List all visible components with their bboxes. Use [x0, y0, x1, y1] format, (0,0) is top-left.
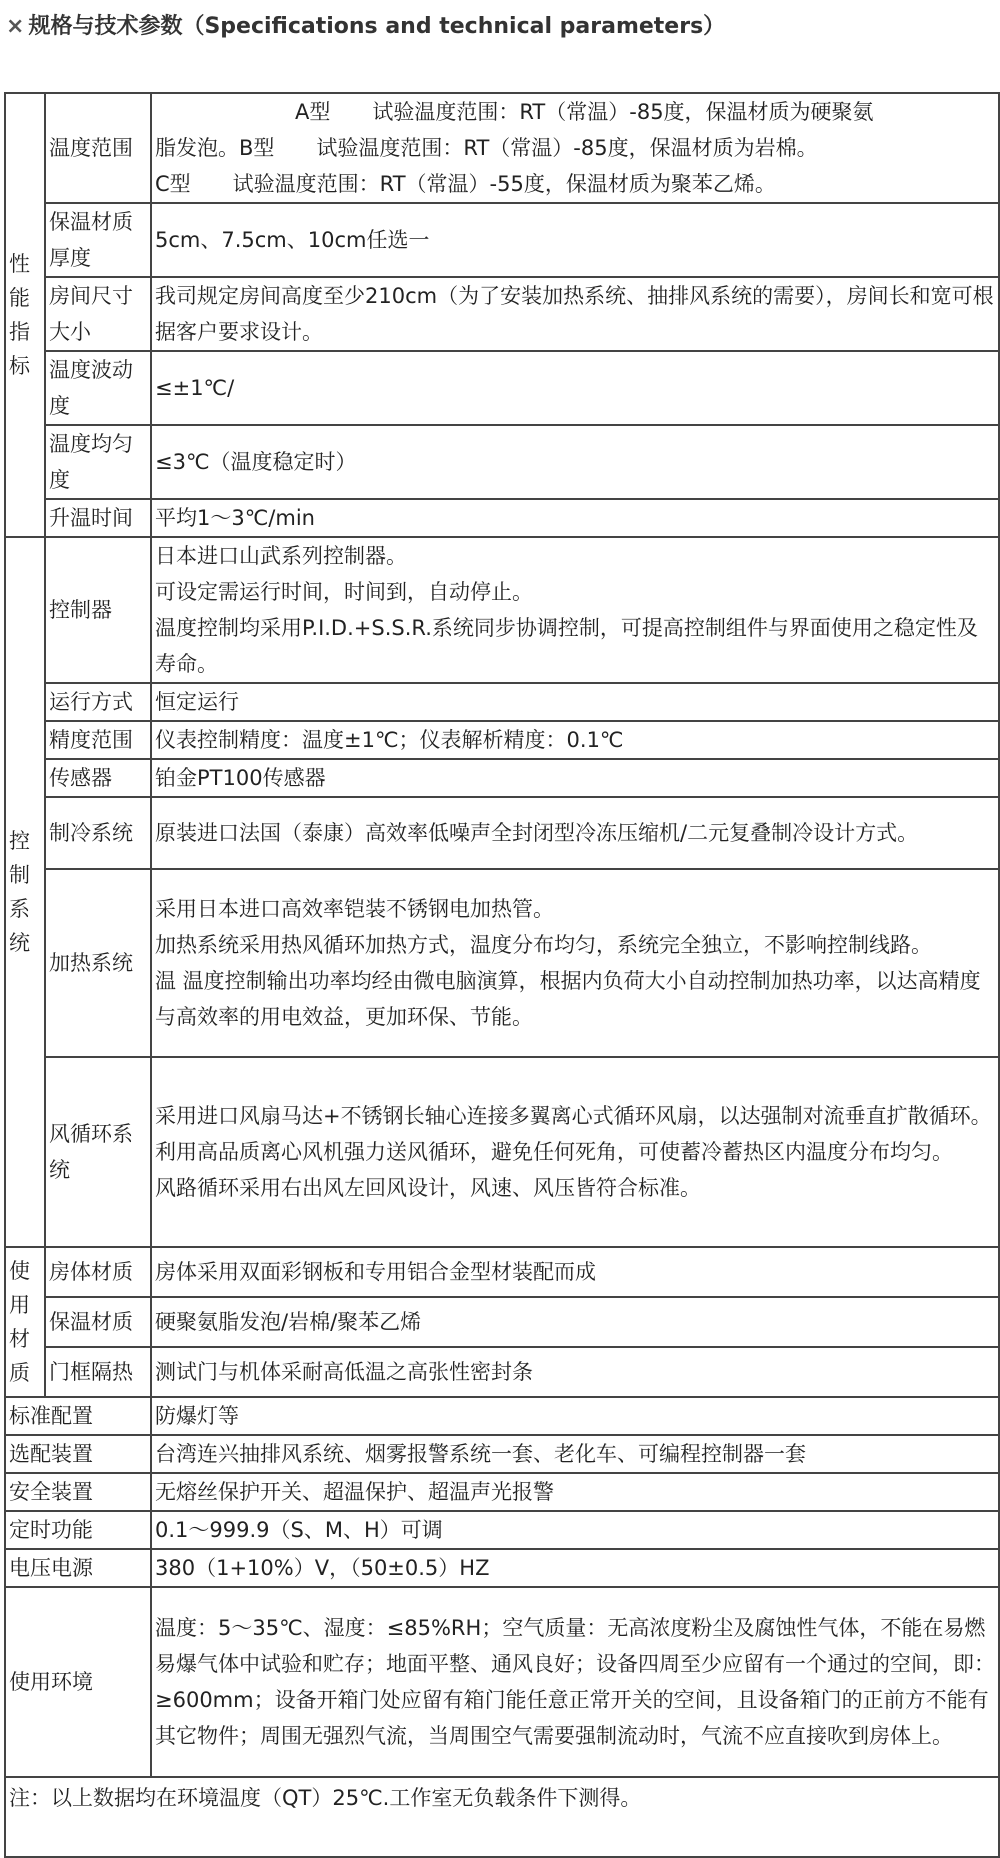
row-value: 380（1+10%）V，（50±0.5）HZ — [151, 1549, 999, 1587]
value-line: 可设定需运行时间，时间到，自动停止。 — [155, 580, 533, 604]
row-label: 加热系统 — [45, 869, 151, 1057]
table-row — [5, 425, 999, 499]
group-label-material — [5, 1247, 45, 1397]
row-value — [151, 1057, 999, 1247]
table-row — [5, 1297, 999, 1347]
table-row — [5, 203, 999, 277]
row-value: ≤±1℃/ — [151, 351, 999, 425]
group-label-control — [5, 537, 45, 1247]
group-char: 制 — [9, 863, 30, 887]
row-value: 台湾连兴抽排风系统、烟雾报警系统一套、老化车、可编程控制器一套 — [151, 1435, 999, 1473]
group-char: 材 — [9, 1327, 30, 1351]
row-value — [151, 869, 999, 1057]
row-value: 原装进口法国（泰康）高效率低噪声全封闭型冷冻压缩机/二元复叠制冷设计方式。 — [151, 797, 999, 869]
table-row — [5, 683, 999, 721]
table-row — [5, 1587, 999, 1777]
row-label: 升温时间 — [45, 499, 151, 537]
value-line: 温 温度控制输出功率均经由微电脑演算，根据内负荷大小自动控制加热功率，以达高精度与高效率的用电效益，更加环保、节能。 — [155, 969, 981, 1029]
row-label: 精度范围 — [45, 721, 151, 759]
value-line: 利用高品质离心风机强力送风循环，避免任何死角，可使蓄冷蓄热区内温度分布均匀。 — [155, 1140, 953, 1164]
value-line: 温度控制均采用P.I.D.+S.S.R.系统同步协调控制，可提高控制组件与界面使用之稳定性及寿命。 — [155, 616, 978, 676]
row-label: 温度波动度 — [45, 351, 151, 425]
row-value: 0.1～999.9（S、M、H）可调 — [151, 1511, 999, 1549]
table-row — [5, 1347, 999, 1397]
row-label: 温度范围 — [45, 93, 151, 203]
table-row — [5, 1473, 999, 1511]
group-char: 用 — [9, 1293, 30, 1317]
row-label: 温度均匀度 — [45, 425, 151, 499]
group-char: 指 — [9, 320, 30, 344]
row-value — [151, 93, 999, 203]
row-value: 我司规定房间高度至少210cm（为了安装加热系统、抽排风系统的需要），房间长和宽可根据客户要求设计。 — [151, 277, 999, 351]
row-value — [151, 537, 999, 683]
row-label: 房体材质 — [45, 1247, 151, 1297]
table-row — [5, 1247, 999, 1297]
row-label: 制冷系统 — [45, 797, 151, 869]
value-line: 采用进口风扇马达+不锈钢长轴心连接多翼离心式循环风扇，以达强制对流垂直扩散循环。 — [155, 1104, 992, 1128]
group-label-performance — [5, 93, 45, 537]
value-line: A型 试验温度范围：RT（常温）-85度，保温材质为硬聚氨 — [295, 100, 874, 124]
row-value: 测试门与机体采耐高低温之高张性密封条 — [151, 1347, 999, 1397]
row-label: 风循环系统 — [45, 1057, 151, 1247]
group-char: 标 — [9, 354, 30, 378]
row-value: 无熔丝保护开关、超温保护、超温声光报警 — [151, 1473, 999, 1511]
table-row — [5, 1397, 999, 1435]
row-value: 5cm、7.5cm、10cm任选一 — [151, 203, 999, 277]
group-char: 控 — [9, 829, 30, 853]
table-row — [5, 1777, 999, 1857]
table-row — [5, 277, 999, 351]
row-label: 房间尺寸大小 — [45, 277, 151, 351]
table-row — [5, 759, 999, 797]
table-row — [5, 721, 999, 759]
row-value: ≤3℃（温度稳定时） — [151, 425, 999, 499]
row-label: 运行方式 — [45, 683, 151, 721]
table-row — [5, 1549, 999, 1587]
spec-table — [4, 92, 1000, 1858]
group-char: 统 — [9, 931, 30, 955]
table-row — [5, 499, 999, 537]
table-row — [5, 1057, 999, 1247]
table-row — [5, 351, 999, 425]
group-char: 性 — [9, 252, 30, 276]
row-value: 平均1～3℃/min — [151, 499, 999, 537]
row-value: 恒定运行 — [151, 683, 999, 721]
row-label: 电压电源 — [5, 1549, 151, 1587]
group-char: 系 — [9, 897, 30, 921]
heading-text: 规格与技术参数（Specifications and technical parameters） — [28, 14, 726, 39]
table-row — [5, 1511, 999, 1549]
table-row — [5, 93, 999, 203]
table-row — [5, 869, 999, 1057]
table-row — [5, 797, 999, 869]
row-value: 房体采用双面彩钢板和专用铝合金型材装配而成 — [151, 1247, 999, 1297]
group-char: 使 — [9, 1259, 30, 1283]
row-value: 温度：5～35℃、湿度：≤85%RH；空气质量：无高浓度粉尘及腐蚀性气体，不能在易燃易爆气体中试验和贮存；地面平整、通风良好；设备四周至少应留有一个通过的空间，即：≥600mm；设备开箱门处应留有箱门能任意正常开关的空间，且设备箱门的正前方不能有其它物件；周围无强烈气流，当周围空气需要强制流动时，气流不应直接吹到房体上。 — [151, 1587, 999, 1777]
row-label: 门框隔热 — [45, 1347, 151, 1397]
row-value: 仪表控制精度：温度±1℃；仪表解析精度：0.1℃ — [151, 721, 999, 759]
bullet-mark: × — [6, 14, 25, 39]
group-char: 质 — [9, 1361, 30, 1385]
table-row — [5, 537, 999, 683]
value-line: C型 试验温度范围：RT（常温）-55度，保温材质为聚苯乙烯。 — [155, 172, 776, 196]
value-line: 采用日本进口高效率铠装不锈钢电加热管。 — [155, 897, 554, 921]
value-line: 脂发泡。B型 试验温度范围：RT（常温）-85度，保温材质为岩棉。 — [155, 136, 818, 160]
table-row — [5, 1435, 999, 1473]
row-label: 控制器 — [45, 537, 151, 683]
footnote: 注：以上数据均在环境温度（QT）25℃.工作室无负载条件下测得。 — [5, 1777, 999, 1857]
row-label: 保温材质 — [45, 1297, 151, 1347]
row-value: 铂金PT100传感器 — [151, 759, 999, 797]
row-label: 选配装置 — [5, 1435, 151, 1473]
value-line: 日本进口山武系列控制器。 — [155, 544, 407, 568]
row-label: 传感器 — [45, 759, 151, 797]
value-line: 风路循环采用右出风左回风设计，风速、风压皆符合标准。 — [155, 1176, 701, 1200]
group-char: 能 — [9, 286, 30, 310]
row-label: 使用环境 — [5, 1587, 151, 1777]
row-label: 保温材质厚度 — [45, 203, 151, 277]
value-line: 加热系统采用热风循环加热方式，温度分布均匀，系统完全独立，不影响控制线路。 — [155, 933, 932, 957]
row-label: 安全装置 — [5, 1473, 151, 1511]
row-value: 硬聚氨脂发泡/岩棉/聚苯乙烯 — [151, 1297, 999, 1347]
section-heading — [6, 12, 725, 42]
row-value: 防爆灯等 — [151, 1397, 999, 1435]
row-label: 标准配置 — [5, 1397, 151, 1435]
row-label: 定时功能 — [5, 1511, 151, 1549]
